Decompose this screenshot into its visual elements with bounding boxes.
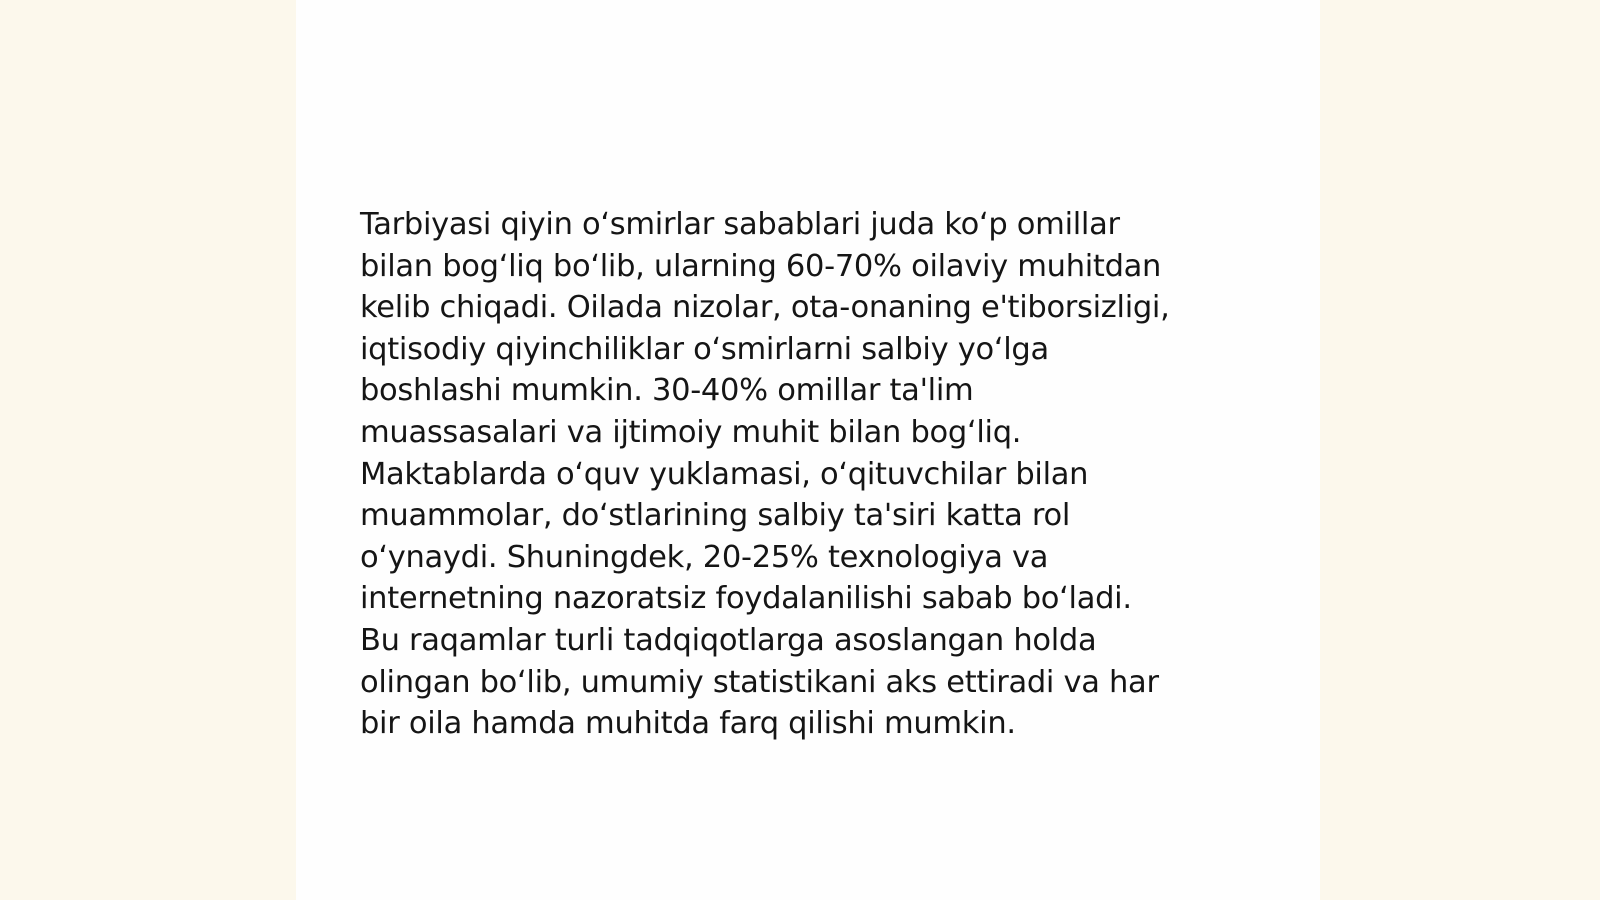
text-line: boshlashi mumkin. 30-40% omillar ta'lim: [360, 373, 974, 409]
document-page: [296, 0, 1320, 900]
text-line: iqtisodiy qiyinchiliklar oʻsmirlarni salbiy yoʻlga: [360, 331, 1049, 367]
text-line: bilan bogʻliq boʻlib, ularning 60-70% oilaviy muhitdan: [360, 248, 1162, 284]
text-line: Maktablarda oʻquv yuklamasi, oʻqituvchilar bilan: [360, 456, 1089, 492]
text-line: Bu raqamlar turli tadqiqotlarga asoslangan holda: [360, 622, 1097, 658]
text-line: internetning nazoratsiz foydalanilishi sabab boʻladi.: [360, 581, 1132, 617]
text-line: olingan boʻlib, umumiy statistikani aks ettiradi va har: [360, 664, 1159, 700]
body-paragraph: [360, 204, 1240, 745]
text-line: muammolar, doʻstlarining salbiy ta'siri katta rol: [360, 498, 1071, 534]
text-line: muassasalari va ijtimoiy muhit bilan bogʻliq.: [360, 414, 1022, 450]
text-line: Tarbiyasi qiyin oʻsmirlar sabablari juda koʻp omillar: [360, 207, 1120, 242]
text-line: oʻynaydi. Shuningdek, 20-25% texnologiya va: [360, 539, 1049, 575]
text-line: kelib chiqadi. Oilada nizolar, ota-onaning e'tiborsizligi,: [360, 290, 1170, 326]
text-line: bir oila hamda muhitda farq qilishi mumkin.: [360, 706, 1016, 742]
